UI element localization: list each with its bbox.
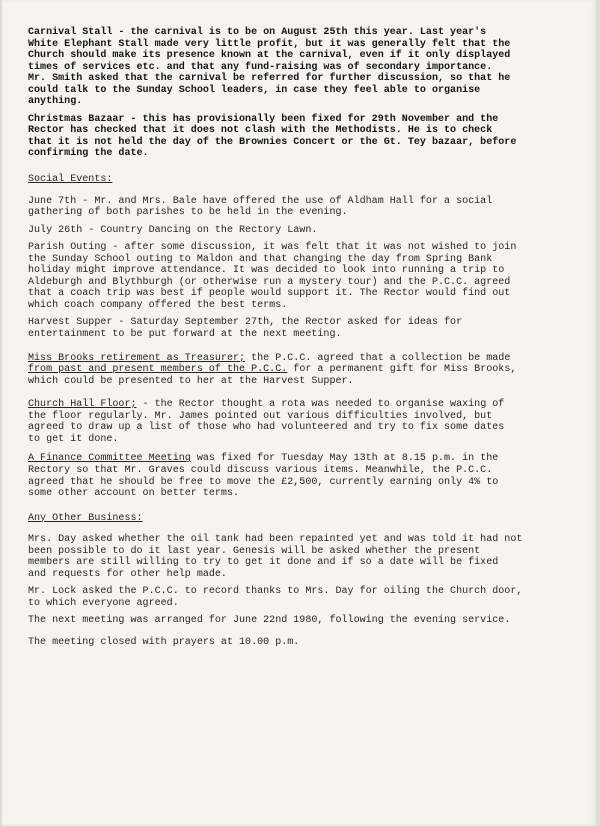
- text-line: Christmas Bazaar - this has provisionally been fixed for 29th November and the: [28, 113, 499, 125]
- text-line: the Sunday School outing to Maldon and that changing the day from Spring Bank: [28, 253, 493, 265]
- document-page: [2, 0, 596, 826]
- church-hall-paragraph: [28, 399, 556, 445]
- text-line: confirming the date.: [28, 148, 149, 160]
- text-line: [28, 364, 556, 376]
- text-line: [28, 399, 556, 411]
- text-line: been possible to do it last year. Genesis will be asked whether the present: [28, 545, 481, 557]
- text-line: Aldeburgh and Blythburgh (or otherwise run a mystery tour) and the P.C.C. agreed: [28, 276, 511, 288]
- text-line: that it is not held the day of the Brownies Concert or the Gt. Tey bazaar, before: [28, 136, 517, 148]
- text-line: anything.: [28, 96, 83, 108]
- text-line: which coach company offered the best terms.: [28, 299, 288, 311]
- text-line: Carnival Stall - the carnival is to be on August 25th this year. Last year's: [28, 27, 487, 38]
- text-line: some other account on better terms.: [28, 488, 240, 500]
- text-line: gathering of both parishes to be held in the evening.: [28, 207, 348, 219]
- text-line: Mr. Lock asked the P.C.C. to record thanks to Mrs. Day for oiling the Church door,: [28, 586, 523, 598]
- text-line: June 7th - Mr. and Mrs. Bale have offered the use of Aldham Hall for a social: [28, 195, 493, 207]
- treasurer-paragraph: [28, 353, 556, 388]
- church-hall-title: Church Hall Floor;: [28, 399, 137, 411]
- finance-committee-paragraph: [28, 453, 556, 499]
- text-line: White Elephant Stall made very little profit, but it was generally felt that the: [28, 38, 511, 50]
- minutes-body: [28, 27, 556, 655]
- text-line: times of services etc. and that any fund-raising was of secondary importance.: [28, 61, 493, 73]
- text-fragment: the P.C.C. agreed that a collection be made: [245, 352, 511, 364]
- text-line: agreed to draw up a list of those who had volunteered and try to fix some dates: [28, 422, 505, 434]
- finance-committee-title: A Finance Committee Meeting: [28, 453, 191, 465]
- text-line: Mrs. Day asked whether the oil tank had been repainted yet and was told it had not: [28, 534, 523, 546]
- text-line: Harvest Supper - Saturday September 27th, the Rector asked for ideas for: [28, 317, 463, 329]
- text-line: Rectory so that Mr. Graves could discuss various items. Meanwhile, the P.C.C.: [28, 464, 493, 476]
- text-line: the floor regularly. Mr. James pointed out various difficulties involved, but: [28, 410, 493, 422]
- text-fragment: - the Rector thought a rota was needed to organise waxing of: [136, 399, 505, 411]
- next-meeting-paragraph: The next meeting was arranged for June 22nd 1980, following the evening service.: [28, 615, 511, 627]
- text-line: Rector has checked that it does not clash with the Methodists. He is to check: [28, 125, 493, 137]
- harvest-supper-paragraph: [28, 317, 556, 340]
- text-line: agreed that he should be free to move the £2,500, currently earning only 4% to: [28, 476, 499, 488]
- june-paragraph: [28, 196, 556, 219]
- text-fragment-underlined: from past and present members of the P.C.C.: [28, 364, 288, 376]
- oil-tank-paragraph: [28, 534, 556, 580]
- parish-outing-paragraph: [28, 242, 556, 311]
- text-line: entertainment to be put forward at the next meeting.: [28, 329, 342, 341]
- thanks-paragraph: [28, 586, 556, 609]
- treasurer-title: Miss Brooks retirement as Treasurer;: [28, 352, 246, 364]
- text-line: to which everyone agreed.: [28, 597, 179, 609]
- social-events-heading: Social Events:: [28, 174, 113, 186]
- text-line: that a coach trip was best if people would support it. The Rector would find out: [28, 288, 511, 300]
- text-line: and requests for other help made.: [28, 568, 227, 580]
- bazaar-paragraph: [28, 114, 556, 160]
- text-line: [28, 453, 556, 465]
- any-other-business-heading: Any Other Business:: [28, 512, 143, 524]
- text-line: Mr. Smith asked that the carnival be referred for further discussion, so that he: [28, 73, 511, 85]
- text-line: to get it done.: [28, 433, 119, 445]
- text-line: could talk to the Sunday School leaders, in case they feel able to organise: [28, 84, 481, 96]
- text-line: Church should make its presence known at the carnival, even if it only displayed: [28, 50, 511, 62]
- carnival-paragraph: [28, 27, 556, 108]
- text-fragment: was fixed for Tuesday May 13th at 8.15 p.m. in the: [190, 453, 499, 465]
- text-line: Parish Outing - after some discussion, it was felt that it was not wished to join: [28, 242, 517, 254]
- text-fragment: for a permanent gift for Miss Brooks,: [287, 364, 517, 376]
- closing-paragraph: The meeting closed with prayers at 10.00 p.m.: [28, 636, 300, 648]
- text-line: members are still willing to try to get it done and if so a date will be fixed: [28, 557, 499, 569]
- text-line: holiday might improve attendance. It was decided to look into running a trip to: [28, 265, 505, 277]
- july-paragraph: July 26th - Country Dancing on the Rectory Lawn.: [28, 224, 318, 236]
- text-line: which could be presented to her at the Harvest Supper.: [28, 375, 354, 387]
- text-line: [28, 353, 556, 365]
